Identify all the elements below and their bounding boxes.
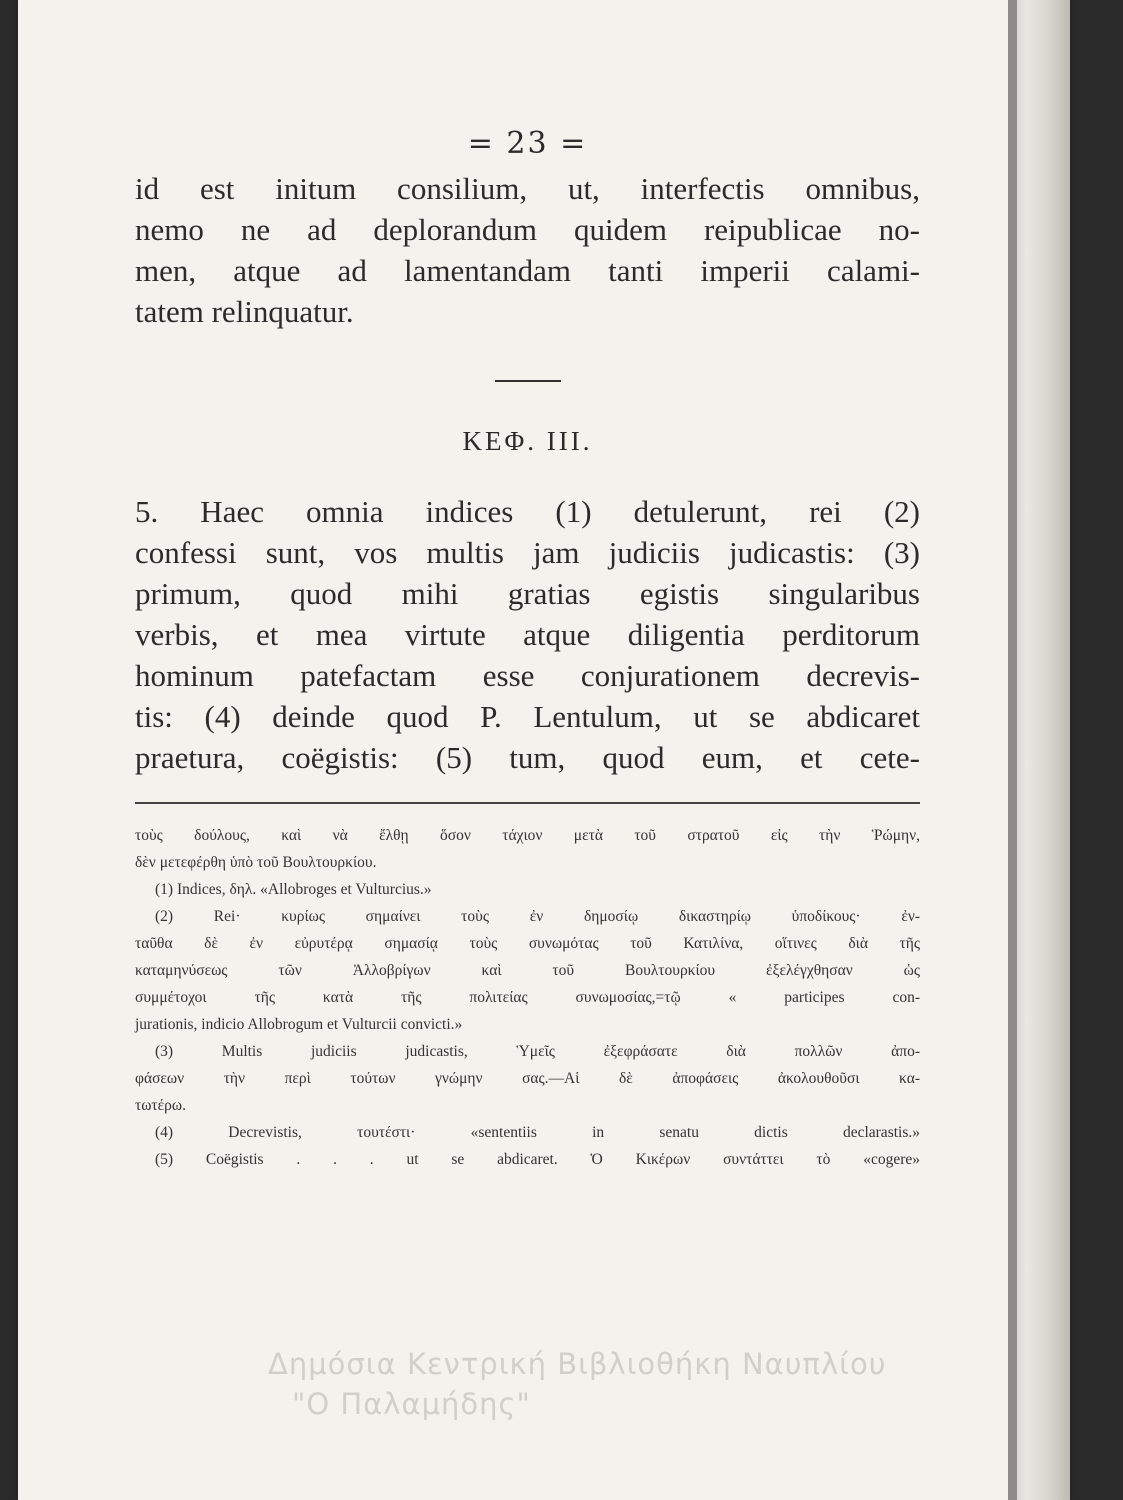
text-line: tis: (4) deinde quod P. Lentulum, ut se abdicaret <box>135 699 920 734</box>
text-line: confessi sunt, vos multis jam judiciis judicastis: (3) <box>135 535 920 570</box>
text-line: 5. Haec omnia indices (1) detulerunt, rei (2) <box>135 494 920 529</box>
library-watermark <box>268 1344 887 1424</box>
page-content <box>135 126 920 1173</box>
footnote-line: καταμηνύσεως τῶν Ἀλλοβρίγων καὶ τοῦ Βουλτουρκίου ἐξελέγχθησαν ὡς <box>135 962 920 979</box>
chapter-heading: ΚΕΦ. III. <box>462 426 593 456</box>
page-edge-shadow <box>1008 0 1017 1500</box>
footnote-rule <box>135 802 920 804</box>
footnote-1: (1) Indices, δηλ. «Allobroges et Vulturcius.» <box>155 881 432 898</box>
text-line: praetura, coëgistis: (5) tum, quod eum, et cete- <box>135 740 920 775</box>
text-line: primum, quod mihi gratias egistis singularibus <box>135 576 920 611</box>
watermark-line: "Ο Παλαμήδης" <box>292 1387 531 1421</box>
footnote-2: (2) Rei· κυρίως σημαίνει τοὺς ἐν δημοσίῳ δικαστηρίῳ ὑποδίκους· ἐν- <box>155 908 920 925</box>
footnote-3: (3) Multis judiciis judicastis, Ὑμεῖς ἐξεφράσατε διὰ πολλῶν ἀπο- <box>155 1043 920 1060</box>
watermark-line: Δημόσια Κεντρική Βιβλιοθήκη Ναυπλίου <box>268 1347 887 1381</box>
footnote-line: φάσεων τὴν περὶ τούτων γνώμην σας.—Αἱ δὲ ἀποφάσεις ἀκολουθοῦσι κα- <box>135 1070 920 1087</box>
footnote-4: (4) Decrevistis, τουτέστι· «sententiis in senatu dictis declarastis.» <box>155 1124 920 1141</box>
text-line: nemo ne ad deplorandum quidem reipublicae no- <box>135 212 920 247</box>
book-page <box>18 0 1070 1500</box>
footnote-line: τωτέρω. <box>135 1097 186 1114</box>
footnote-line: δὲν μετεφέρθη ὑπὸ τοῦ Βουλτουρκίου. <box>135 854 377 871</box>
text-line: verbis, et mea virtute atque diligentia perditorum <box>135 617 920 652</box>
top-paragraph <box>135 168 920 332</box>
footnotes <box>135 822 920 1173</box>
text-line: id est initum consilium, ut, interfectis omnibus, <box>135 171 920 206</box>
footnote-line: συμμέτοχοι τῆς κατὰ τῆς πολιτείας συνωμοσίας,=τῷ « participes con- <box>135 989 920 1006</box>
footnote-line: τοὺς δούλους, καὶ νὰ ἔλθῃ ὅσον τάχιον μετὰ τοῦ στρατοῦ εἰς τὴν Ῥώμην, <box>135 827 920 844</box>
page-edge <box>1008 0 1070 1500</box>
text-line: hominum patefactam esse conjurationem decrevis- <box>135 658 920 693</box>
section-divider <box>495 380 561 382</box>
footnote-line: jurationis, indicio Allobrogum et Vulturcii convicti.» <box>135 1016 463 1033</box>
text-line: men, atque ad lamentandam tanti imperii calami- <box>135 253 920 288</box>
footnote-line: ταῦθα δὲ ἐν εὐρυτέρᾳ σημασίᾳ τοὺς συνωμότας τοῦ Κατιλίνα, οἵτινες διὰ τῆς <box>135 935 920 952</box>
page-number: = 23 = <box>467 126 588 161</box>
main-paragraph <box>135 491 920 778</box>
footnote-5: (5) Coëgistis . . . ut se abdicaret. Ὁ Κικέρων συντάττει τὸ «cogere» <box>155 1151 920 1168</box>
text-line: tatem relinquatur. <box>135 294 354 329</box>
